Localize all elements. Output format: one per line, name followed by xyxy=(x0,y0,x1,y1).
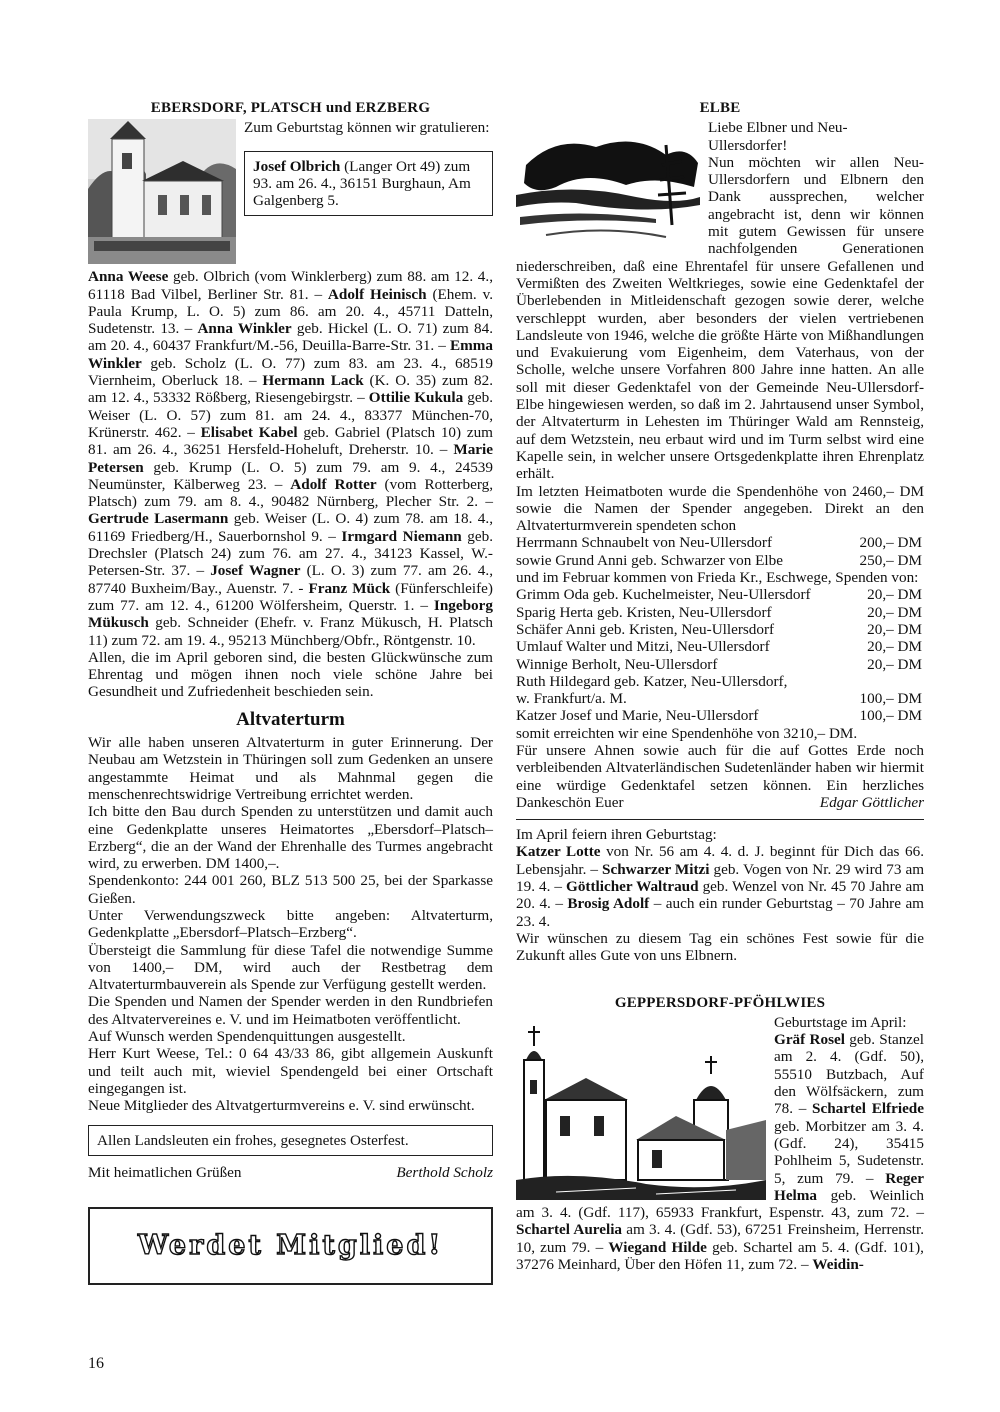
left-column xyxy=(88,100,493,1285)
birthday-name: Brosig Adolf xyxy=(567,895,650,913)
birthday-name: Irmgard Niemann xyxy=(341,527,462,545)
donor-row xyxy=(516,638,924,655)
donor-name: Sparig Herta geb. Kristen, Neu-Ullersdorf xyxy=(516,603,772,621)
elbe-intro: Liebe Elbner und Neu-Ullersdorfer! xyxy=(708,119,848,154)
birthday-name: Schwarzer Mitzi xyxy=(602,860,710,878)
birthday-text: geb. Weiser (L. O. 57) zum 81. am 24. 4., 83377 München-70, Krünerstr. 462. – xyxy=(88,389,493,441)
membership-banner xyxy=(88,1207,493,1285)
donor-amount: 20,– DM xyxy=(867,655,922,673)
easter-greeting: Allen Landsleuten ein frohes, gesegnetes Osterfest. xyxy=(97,1131,409,1149)
donor-amount: 250,– DM xyxy=(859,551,922,569)
altvater-paragraph: Neue Mitglieder des Altvatgerturmvereins e. V. sind erwünscht. xyxy=(88,1097,475,1115)
birthday-name: Marie Petersen xyxy=(88,441,493,476)
donor-row xyxy=(516,621,924,638)
donor-amount: 100,– DM xyxy=(859,707,922,725)
page-number: 16 xyxy=(88,1355,104,1372)
easter-greeting-box xyxy=(88,1125,493,1156)
birthday-text: von Nr. 56 am 4. 4. d. J. beginnt für Dich das 66. Lebensjahr. – xyxy=(516,843,924,878)
altvater-paragraph: Ich bitte den Bau durch Spenden zu unterstützen und damit auch eine Gedenkplatte unseres Heimatortes „Ebersdorf–Platsch–Erzberg“, die an der Wand der Ehrenhalle des Turmes angebracht wird, zu erwerben. DM 1400,–. xyxy=(88,803,493,873)
birthday-name: Emma Winkler xyxy=(88,337,493,372)
signature: Berthold Scholz xyxy=(396,1163,493,1181)
thanks-body: Für unsere Ahnen sowie auch für die auf Gottes Erde noch verbleibenden Altvaterländischen Sudetenländer haben wir hiermit eine würdige Gedenktafel setzen können. Ein herzliches Dankeschön Euer xyxy=(516,741,924,811)
birthday-text: geb. Weiser (L. O. 4) zum 78. am 18. 4., 61169 Friedberg/H., Sauerbornshol 9. – xyxy=(88,510,493,545)
birthday-text: geb. Stanzel am 2. 4. (Gdf. 50), 55510 Butzbach, Auf den Wölfsäckern, zum 78. – xyxy=(774,1031,924,1118)
april-intro: Im April feiern ihren Geburtstag: xyxy=(516,826,717,844)
birthday-name: Wiegand Hilde xyxy=(608,1238,707,1256)
elbe-heading: ELBE xyxy=(699,100,741,116)
birthday-name: Elisabet Kabel xyxy=(200,423,298,441)
donor-row xyxy=(516,604,924,621)
landscape-sketch xyxy=(516,125,700,243)
birthday-name: Schartel Elfriede xyxy=(812,1100,924,1118)
direct-donor-row xyxy=(516,552,924,569)
ebersdorf-heading: EBERSDORF, PLATSCH und ERZBERG xyxy=(150,100,431,116)
church-photo xyxy=(88,119,236,264)
elbe-body: Nun möchten wir allen Neu-Ullersdorfern und Elbnern den Dank aussprechen, welcher angebracht ist, denn wir können mit gutem Gewissen für unsere nachfolgenden Generationen niederschreiben, daß eine Ehrentafel für unsere Gefallenen und Vermißten des Zweiten Weltkrieges, sowie eine Gedenktafel der Überlebenden in Mitleidenschaft gezogen sowie derer, welche verschleppt wurden, aber besonders der vielen vertriebenen Landsleute von 1946, welche die größte Härte von Mißhandlungen und Evakuierung vom Eigenheim, dem Vaterhaus, von der Scholle, welche unsere Vorfahren 800 Jahre inne hatten. An alle soll mit dieser Gedenktafel von der Gemeinde Neu-Ullersdorf-Elbe hingewiesen werden, so daß im 2. Jahrtausend unser Symbol, der Altvaterturm in Lehesten im Thüringer Wald am Rennsteig, auf dem Wetzstein, neu erbaut wird und im Turm selbst wird eine Kapelle sein, in welcher unsere Ortsgedenkplatte ihren Ehrenplatz erhält. xyxy=(516,153,924,483)
birthday-name: Anna Winkler xyxy=(197,320,292,338)
donor-amount: 20,– DM xyxy=(867,586,922,604)
birthday-name: Gräf Rosel xyxy=(774,1031,845,1049)
birthday-text: am 3. 4. (Gdf. 53), 67251 Freinsheim, Herrenstr. 10, zum 79. – xyxy=(516,1221,924,1256)
altvater-paragraph: Herr Kurt Weese, Tel.: 0 64 43/33 86, gibt allgemein Auskunft und teilt auch mit, wieviel Spendengeld bei einer Ortschaft eingegangen ist. xyxy=(88,1045,493,1097)
birthday-name: Adolf Heinisch xyxy=(327,285,427,303)
birthday-text: geb. Schartel am 5. 4. (Gdf. 101), 37276 Meinhard, Über den Höfen 11, zum 72. – xyxy=(516,1238,924,1273)
donor-row xyxy=(516,673,924,690)
altvater-paragraph: Übersteigt die Sammlung für diese Tafel die notwendige Summe von 1400,– DM, wird auch der Restbetrag dem Altvaterturmbauverein als Spende zur Verfügung gestellt werden. xyxy=(88,941,493,994)
greeting-text: Mit heimatlichen Grüßen xyxy=(88,1163,242,1181)
donor-name: Grimm Oda geb. Kuchelmeister, Neu-Ullersdorf xyxy=(516,586,811,604)
featured-name: Josef Olbrich xyxy=(253,157,341,175)
elbe-birthday-list xyxy=(516,843,924,929)
birthday-name: Adolf Rotter xyxy=(290,475,377,493)
birthday-name: Gertrude Lasermann xyxy=(88,510,229,528)
birthday-name: Göttlicher Waltraud xyxy=(566,878,699,896)
geppersdorf-intro: Geburtstage im April: xyxy=(774,1013,907,1031)
thanks-text xyxy=(516,742,924,811)
donor-amount: 200,– DM xyxy=(859,534,922,552)
birthday-name: Reger Helma xyxy=(774,1169,924,1204)
birthday-text: (K. O. 35) zum 82. am 12. 4., 53332 Rößberg, Riesengebirgstr. – xyxy=(88,372,493,407)
birthday-text: (vom Rotterberg, Platsch) zum 79. am 8. 4., 90482 Nürnberg, Plecher Str. 2. – xyxy=(88,475,493,511)
birthday-text: geb. Olbrich (vom Winklerberg) zum 88. am 12. 4., 61118 Bad Vilbel, Berliner Str. 81. – xyxy=(88,268,493,303)
banner-text: Werdet Mitglied! xyxy=(137,1230,444,1262)
donor-amount: 20,– DM xyxy=(867,638,922,656)
birthday-name: Schartel Aurelia xyxy=(516,1221,623,1239)
altvaterturm-heading: Altvaterturm xyxy=(236,708,345,730)
birthday-text: geb. Scholz (L. O. 77) zum 83. am 23. 4., 68519 Viernheim, Oberluck 18. – xyxy=(88,354,493,390)
donor-row xyxy=(516,586,924,603)
geppersdorf-heading: GEPPERSDORF-PFÖHLWIES xyxy=(614,994,826,1011)
birthday-text: geb. Schneider (Ehefr. v. Franz Mükusch, H. Platsch 11) zum 72. am 19. 4., 95213 Münchberg/Obfr., Röntgenstr. 10. xyxy=(88,614,493,649)
ebersdorf-intro: Zum Geburtstag können wir gratulieren: xyxy=(244,119,490,137)
altvater-paragraph: Die Spenden und Namen der Spender werden in den Rundbriefen des Altvatervereines e. V. und im Heimatboten veröffentlicht. xyxy=(88,993,493,1028)
closing-signature-row xyxy=(88,1164,493,1181)
donor-name: Umlauf Walter und Mitzi, Neu-Ullersdorf xyxy=(516,638,770,656)
birthday-text: geb. Wenzel von Nr. 45 70 Jahre am 20. 4. – xyxy=(516,878,925,913)
birthday-name: Anna Weese xyxy=(88,268,169,286)
birthday-name: Weidin- xyxy=(812,1256,864,1273)
elbe-signature: Edgar Göttlicher xyxy=(819,793,924,811)
birthday-text: geb. Morbitzer am 3. 4. (Gdf. 24), 35415 Pohlheim 5, Sudetenstr. 5, zum 79. – xyxy=(774,1117,924,1187)
birthday-name: Ingeborg Mükusch xyxy=(88,596,493,632)
birthday-text: geb. Gabriel (Platsch 10) zum 81. am 26. 4., 36251 Hersfeld-Hoheluft, Dreherstr. 10. – xyxy=(88,423,493,459)
birthday-text: (Ehem. v. Paula Krump, L. O. 5) zum 86. am 20. 4., 45711 Datteln, Sudetenstr. 13. – xyxy=(88,285,493,338)
donor-name: Winnige Berholt, Neu-Ullersdorf xyxy=(516,655,718,673)
birthday-text: – auch ein runder Geburtstag – 70 Jahre am 23. 4. xyxy=(516,895,924,930)
divider xyxy=(516,819,924,820)
donor-name: Schäfer Anni geb. Kristen, Neu-Ullersdorf xyxy=(516,620,775,638)
birthday-text: geb. Krump (L. O. 5) zum 79. am 9. 4., 24539 Neumünster, Kälberweg 23. – xyxy=(88,458,493,493)
donor-name: w. Frankfurt/a. M. xyxy=(516,690,627,708)
elbe-wish: Wir wünschen zu diesem Tag ein schönes Fest sowie für die Zukunft alles Gute von uns Elbnern. xyxy=(516,929,924,965)
altvater-paragraph: Spendenkonto: 244 001 260, BLZ 513 500 25, bei der Sparkasse Gießen. xyxy=(88,872,493,907)
altvater-paragraph: Wir alle haben unseren Altvaterturm in guter Erinnerung. Der Neubau am Wetzstein in Thüringen soll zum Gedenken an unsere angestammte Heimat und als Mahnmal gegen die menschenrechtswidrige Vertreibung errichtet werden. xyxy=(88,734,493,803)
birthday-name: Franz Mück xyxy=(308,579,391,597)
direct-donor-row xyxy=(516,534,924,551)
right-column xyxy=(516,100,924,1273)
donor-name: Herrmann Schnaubelt von Neu-Ullersdorf xyxy=(516,534,772,552)
donor-amount: 20,– DM xyxy=(867,620,922,638)
birthday-text: geb. Vogen von Nr. 29 wird 73 am 19. 4. – xyxy=(516,860,925,896)
donor-amount: 20,– DM xyxy=(867,603,922,621)
altvater-paragraph: Auf Wunsch werden Spendenquittungen ausgestellt. xyxy=(88,1028,406,1046)
birthday-name: Josef Wagner xyxy=(210,562,301,580)
february-note: und im Februar kommen von Frieda Kr., Eschwege, Spenden von: xyxy=(516,569,919,587)
donor-name: Katzer Josef und Marie, Neu-Ullersdorf xyxy=(516,707,759,725)
ebersdorf-birthday-list xyxy=(88,268,493,649)
donation-intro: Im letzten Heimatboten wurde die Spendenhöhe von 2460,– DM sowie die Namen der Spender angegeben. Direkt an den Altvaterturmverein spendeten schon xyxy=(516,482,924,535)
village-sketch xyxy=(516,1020,766,1200)
donor-name: sowie Grund Anni geb. Schwarzer von Elbe xyxy=(516,551,783,569)
donation-total: somit erreichten wir eine Spendenhöhe von 3210,– DM. xyxy=(516,724,858,742)
featured-birthday-box xyxy=(244,151,493,217)
altvater-paragraph: Unter Verwendungszweck bitte angeben: Altvaterturm, Gedenkplatte „Ebersdorf–Platsch–Erzberg“. xyxy=(88,906,493,942)
birthday-text: geb. Drechsler (Platsch 24) zum 76. am 27. 4., 34123 Kassel, W.-Petersen-Str. 37. – xyxy=(88,527,493,580)
birthday-text: geb. Hickel (L. O. 71) zum 84. am 20. 4., 60437 Frankfurt/M.-56, Deuilla-Barre-Str. 31. – xyxy=(88,320,494,355)
donor-row xyxy=(516,656,924,673)
birthday-name: Ottilie Kukula xyxy=(368,389,464,407)
birthday-name: Katzer Lotte xyxy=(516,843,601,861)
donor-row xyxy=(516,690,924,707)
donor-name: Ruth Hildegard geb. Katzer, Neu-Ullersdorf, xyxy=(516,672,788,690)
birthday-text: (Fünferschleife) zum 77. am 12. 4., 61200 Wölfersheim, Querstr. 1. – xyxy=(88,579,493,614)
birthday-name: Hermann Lack xyxy=(262,372,364,390)
birthday-text: (L. O. 3) zum 77. am 26. 4., 87740 Buxheim/Bay., Auenstr. 7. - xyxy=(88,562,493,597)
featured-text: (Langer Ort 49) zum 93. am 26. 4., 36151 Burghaun, Am Galgenberg 5. xyxy=(253,157,471,210)
donor-row xyxy=(516,707,924,724)
birthday-text: geb. Weinlich am 3. 4. (Gdf. 117), 65933 Frankfurt, Espenstr. 43, zum 72. – xyxy=(516,1186,924,1222)
donor-amount: 100,– DM xyxy=(859,690,922,708)
ebersdorf-closing: Allen, die im April geboren sind, die besten Glückwünsche zum Ehrentag und mögen ihnen noch viele schöne Jahre bei Gesundheit und Zufriedenheit beschieden sein. xyxy=(88,648,493,701)
